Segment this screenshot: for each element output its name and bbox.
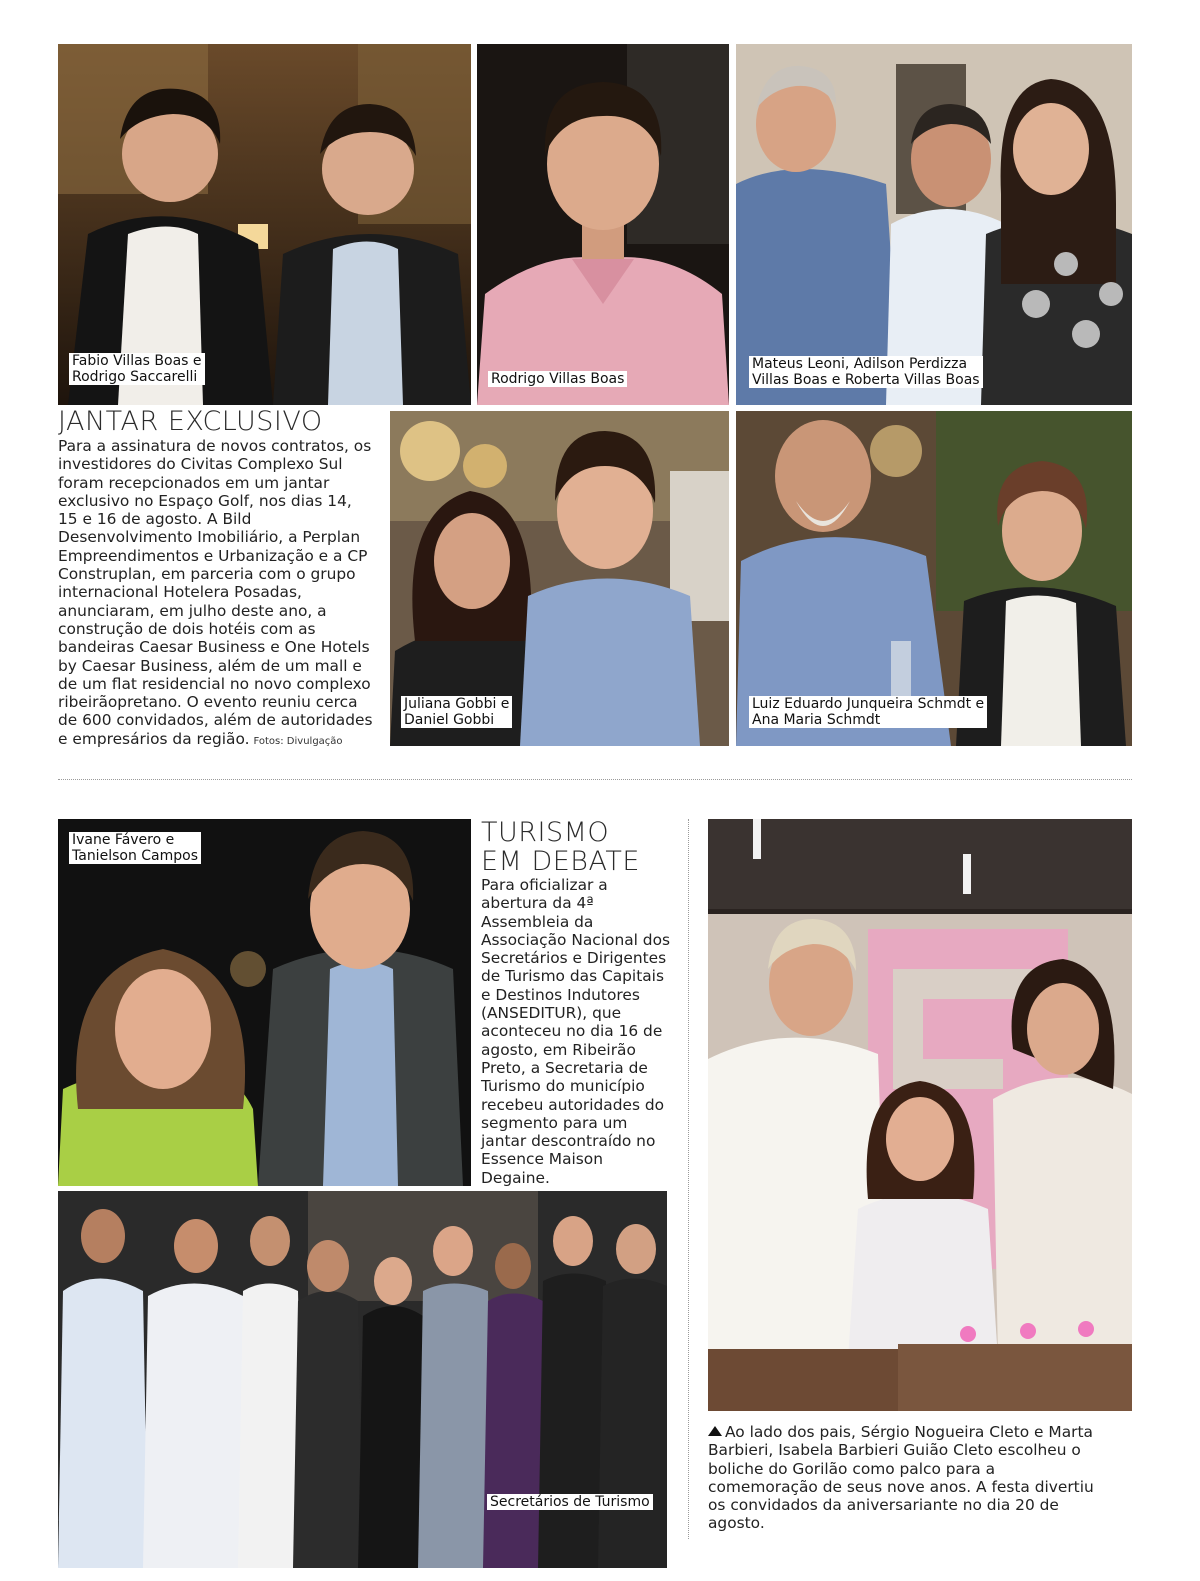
photo-mateus-adilson-roberta: [736, 44, 1132, 405]
photo-caption: Ivane Fávero e Tanielson Campos: [69, 832, 201, 864]
photo-caption: Rodrigo Villas Boas: [488, 371, 627, 387]
photo-caption: Mateus Leoni, Adilson Perdizza Villas Boas e Roberta Villas Boas: [749, 356, 983, 388]
photo-caption: Fabio Villas Boas e Rodrigo Saccarelli: [69, 353, 205, 385]
turismo-em-debate-body: Para oficializar a abertura da 4ª Assembleia da Associação Nacional dos Secretários e Dirigentes de Turismo das Capitais e Destinos Indutores (ANSEDITUR), que aconteceu no dia 16 de agosto, em Ribeirão Preto, a Secretaria de Turismo do município recebeu autoridades do segmento para um jantar descontraído no Essence Maison Degaine.: [481, 876, 671, 1187]
jantar-exclusivo-headline: JANTAR EXCLUSIVO: [58, 406, 323, 437]
photo-caption: Juliana Gobbi e Daniel Gobbi: [401, 696, 512, 728]
photo-aniversario-isabela: [708, 819, 1132, 1411]
photo-juliana-daniel: [390, 411, 729, 746]
photo-luiz-ana-maria: [736, 411, 1132, 746]
aniversario-caption: Ao lado dos pais, Sérgio Nogueira Cleto e Marta Barbieri, Isabela Barbieri Guião Cleto escolheu o boliche do Gorilão como palco para a comemoração de seus nove anos. A festa divertiu os convidados da aniversariante no dia 20 de agosto.: [708, 1423, 1094, 1533]
section-divider: [58, 779, 1132, 780]
photo-secretarios-de-turismo: [58, 1191, 667, 1568]
column-divider: [688, 819, 689, 1539]
photo-rodrigo-villas-boas: [477, 44, 729, 405]
jantar-exclusivo-body: Para a assinatura de novos contratos, os investidores do Civitas Complexo Sul foram recepcionados em um jantar exclusivo no Espaço Golf, nos dias 14, 15 e 16 de agosto. A Bild Desenvolvimento Imobiliário, a Perplan Empreendimentos e Urbanização e a CP Construplan, em parceria com o grupo internacional Hotelera Posadas, anunciaram, em julho deste ano, a construção de dois hotéis com as bandeiras Caesar Business e One Hotels by Caesar Business, além de um mall e de um flat residencial no novo complexo ribeirãopretano. O evento reuniu cerca de 600 convidados, além de autoridades e empresários da região. Fotos: Divulgação: [58, 437, 373, 748]
turismo-em-debate-headline: TURISMO EM DEBATE: [481, 817, 640, 877]
photo-caption: Secretários de Turismo: [487, 1494, 653, 1510]
photo-ivane-tanielson: [58, 819, 471, 1186]
photo-credit: Fotos: Divulgação: [253, 735, 343, 747]
photo-fabio-rodrigo: [58, 44, 471, 405]
arrow-up-icon: [708, 1426, 722, 1436]
photo-caption: Luiz Eduardo Junqueira Schmdt e Ana Maria Schmdt: [749, 696, 987, 728]
